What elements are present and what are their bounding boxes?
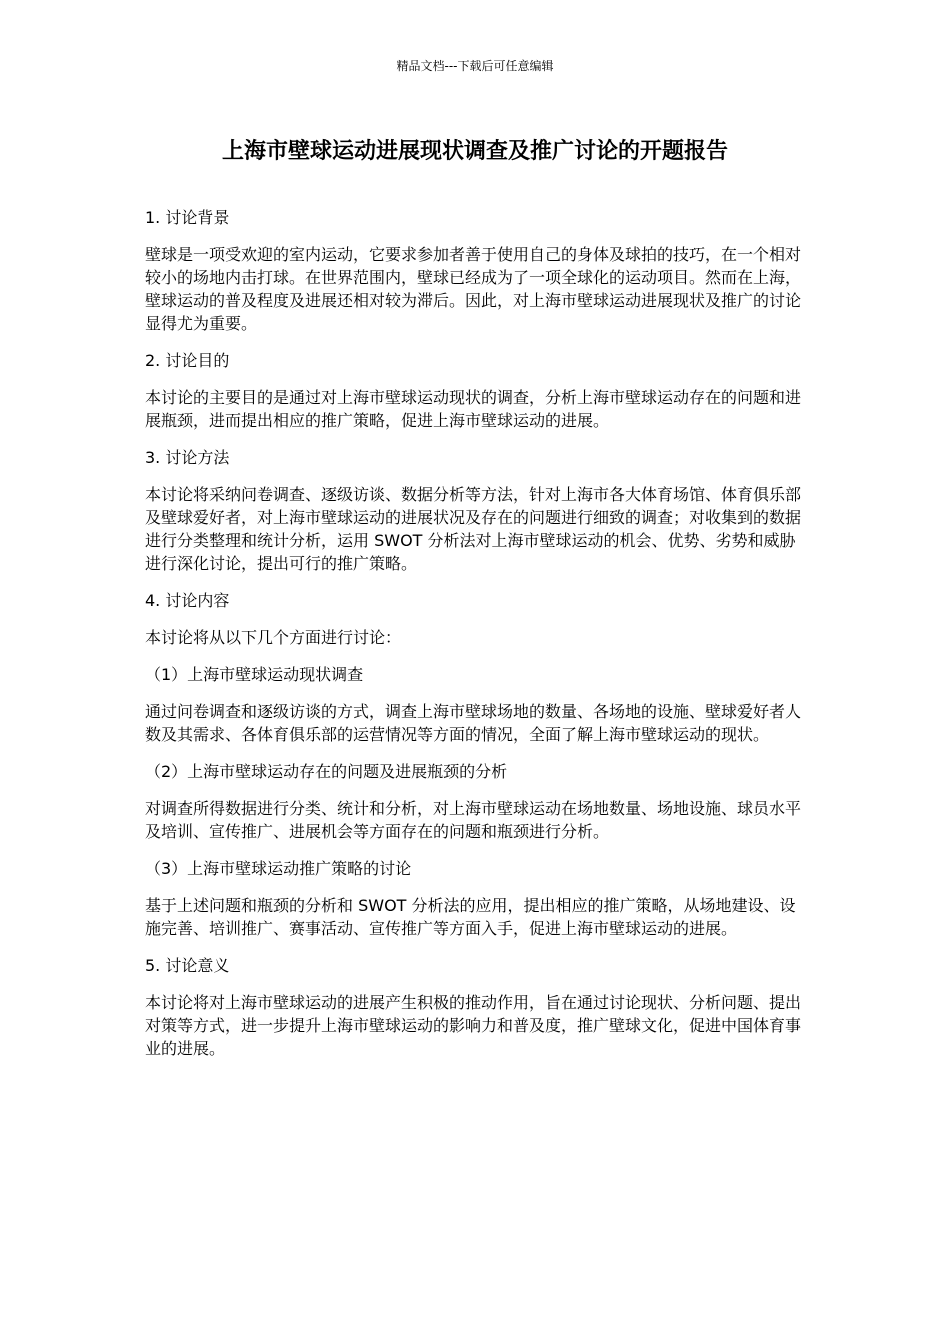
subsection-heading-status: （1）上海市壁球运动现状调查 — [145, 665, 364, 684]
section-intro-content: 本讨论将从以下几个方面进行讨论： — [145, 628, 402, 647]
section-heading-background: 1. 讨论背景 — [145, 208, 230, 227]
document-title: 上海市壁球运动进展现状调查及推广讨论的开题报告 — [221, 139, 728, 164]
subsection-body-strategy: 基于上述问题和瓶颈的分析和 SWOT 分析法的应用，提出相应的推广策略，从场地建设、设施完善、培训推广、赛事活动、宣传推广等方面入手，促进上海市壁球运动的进展。 — [145, 896, 796, 938]
section-body-method: 本讨论将采纳问卷调查、逐级访谈、数据分析等方法，针对上海市各大体育场馆、体育俱乐部及壁球爱好者，对上海市壁球运动的进展状况及存在的问题进行细致的调查；对收集到的数据进行分类整理和统计分析，运用 SWOT 分析法对上海市壁球运动的机会、优势、劣势和威胁进行深化讨论，提出可行的推广策略。 — [145, 485, 802, 573]
subsection-body-problems: 对调查所得数据进行分类、统计和分析，对上海市壁球运动在场地数量、场地设施、球员水平及培训、宣传推广、进展机会等方面存在的问题和瓶颈进行分析。 — [145, 799, 802, 841]
section-body-background: 壁球是一项受欢迎的室内运动，它要求参加者善于使用自己的身体及球拍的技巧，在一个相对较小的场地内击打球。在世界范围内，壁球已经成为了一项全球化的运动项目。然而在上海，壁球运动的普及程度及进展还相对较为滞后。因此，对上海市壁球运动进展现状及推广的讨论显得尤为重要。 — [145, 245, 802, 333]
subsection-heading-problems: （2）上海市壁球运动存在的问题及进展瓶颈的分析 — [145, 762, 508, 781]
header-note: 精品文档---下载后可任意编辑 — [396, 59, 554, 73]
subsection-body-status: 通过问卷调查和逐级访谈的方式，调查上海市壁球场地的数量、各场地的设施、壁球爱好者人数及其需求、各体育俱乐部的运营情况等方面的情况，全面了解上海市壁球运动的现状。 — [145, 702, 802, 744]
section-heading-method: 3. 讨论方法 — [145, 448, 230, 467]
document-body — [145, 206, 807, 1074]
subsection-heading-strategy: （3）上海市壁球运动推广策略的讨论 — [145, 859, 412, 878]
section-heading-purpose: 2. 讨论目的 — [145, 351, 230, 370]
section-heading-significance: 5. 讨论意义 — [145, 956, 230, 975]
section-body-significance: 本讨论将对上海市壁球运动的进展产生积极的推动作用，旨在通过讨论现状、分析问题、提出对策等方式，进一步提升上海市壁球运动的影响力和普及度，推广壁球文化，促进中国体育事业的进展。 — [145, 993, 802, 1058]
section-heading-content: 4. 讨论内容 — [145, 591, 230, 610]
section-body-purpose: 本讨论的主要目的是通过对上海市壁球运动现状的调查，分析上海市壁球运动存在的问题和进展瓶颈，进而提出相应的推广策略，促进上海市壁球运动的进展。 — [145, 388, 802, 430]
